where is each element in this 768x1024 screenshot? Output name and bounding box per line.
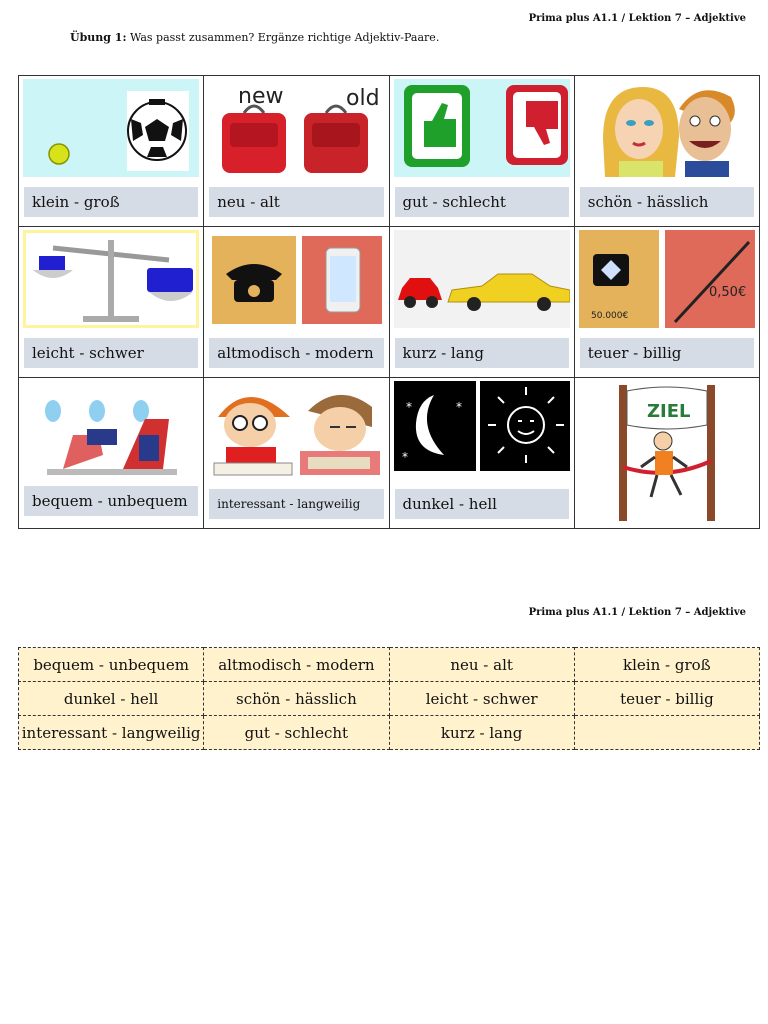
ball-picture (23, 79, 199, 177)
card-dunkel-hell (389, 378, 574, 529)
card-bequem-unbequem (19, 378, 204, 529)
card-schoen-haesslich (574, 76, 759, 227)
card-leicht-schwer (19, 227, 204, 378)
picture-grid (18, 75, 760, 529)
new-text: new (238, 84, 284, 109)
page-header-repeat: Prima plus A1.1 / Lektion 7 – Adjektive (528, 607, 746, 618)
card-gut-schlecht (389, 76, 574, 227)
label-kurz-lang: kurz - lang (395, 338, 569, 368)
scale-picture (23, 230, 199, 328)
reading-picture (208, 381, 384, 479)
cars-picture (394, 230, 570, 328)
card-ziel (574, 378, 759, 529)
old-text: old (346, 86, 380, 111)
table-row (19, 648, 760, 682)
word-cell: schön - hässlich (204, 682, 389, 716)
phones-picture (208, 230, 384, 328)
card-kurz-lang (389, 227, 574, 378)
word-cell: neu - alt (389, 648, 574, 682)
word-cell (574, 716, 759, 750)
price-ring-text: 50.000€ (590, 311, 628, 321)
label-dunkel-hell: dunkel - hell (395, 489, 569, 519)
exercise-instruction: Übung 1: Was passt zusammen? Ergänze richtige Adjektiv-Paare. (70, 31, 440, 44)
word-cell: teuer - billig (574, 682, 759, 716)
svg-text:*: * (405, 400, 412, 414)
word-cell: dunkel - hell (19, 682, 204, 716)
word-cell: kurz - lang (389, 716, 574, 750)
label-leicht-schwer: leicht - schwer (24, 338, 198, 368)
card-teuer-billig (574, 227, 759, 378)
airplane-seats-picture (23, 381, 199, 479)
word-cell: bequem - unbequem (19, 648, 204, 682)
faces-picture (579, 79, 755, 177)
label-bequem-unbequem: bequem - unbequem (24, 486, 198, 516)
label-schoen-haesslich: schön - hässlich (580, 187, 754, 217)
label-altmodisch-modern: altmodisch - modern (209, 338, 383, 368)
label-gut-schlecht: gut - schlecht (395, 187, 569, 217)
word-pairs-table (18, 647, 760, 750)
word-cell: altmodisch - modern (204, 648, 389, 682)
label-interessant-langweilig: interessant - langweilig (209, 489, 383, 519)
label-teuer-billig: teuer - billig (580, 338, 754, 368)
card-klein-gross (19, 76, 204, 227)
card-neu-alt (204, 76, 389, 227)
prices-picture (579, 230, 755, 328)
table-row (19, 682, 760, 716)
svg-text:*: * (401, 450, 408, 464)
table-row (19, 716, 760, 750)
moon-sun-picture (394, 381, 570, 479)
word-cell: interessant - langweilig (19, 716, 204, 750)
word-cell: leicht - schwer (389, 682, 574, 716)
thumbs-picture (394, 79, 570, 177)
label-klein-gross: klein - groß (24, 187, 198, 217)
backpack-picture (208, 79, 384, 177)
price-pen-text: 0,50€ (708, 285, 746, 300)
card-altmodisch-modern (204, 227, 389, 378)
page-header: Prima plus A1.1 / Lektion 7 – Adjektive (528, 13, 746, 24)
word-cell: klein - groß (574, 648, 759, 682)
finish-banner-text: ZIEL (646, 401, 691, 422)
svg-text:*: * (455, 400, 462, 414)
finish-line-picture (579, 381, 755, 521)
word-cell: gut - schlecht (204, 716, 389, 750)
label-neu-alt: neu - alt (209, 187, 383, 217)
card-interessant-langweilig (204, 378, 389, 529)
